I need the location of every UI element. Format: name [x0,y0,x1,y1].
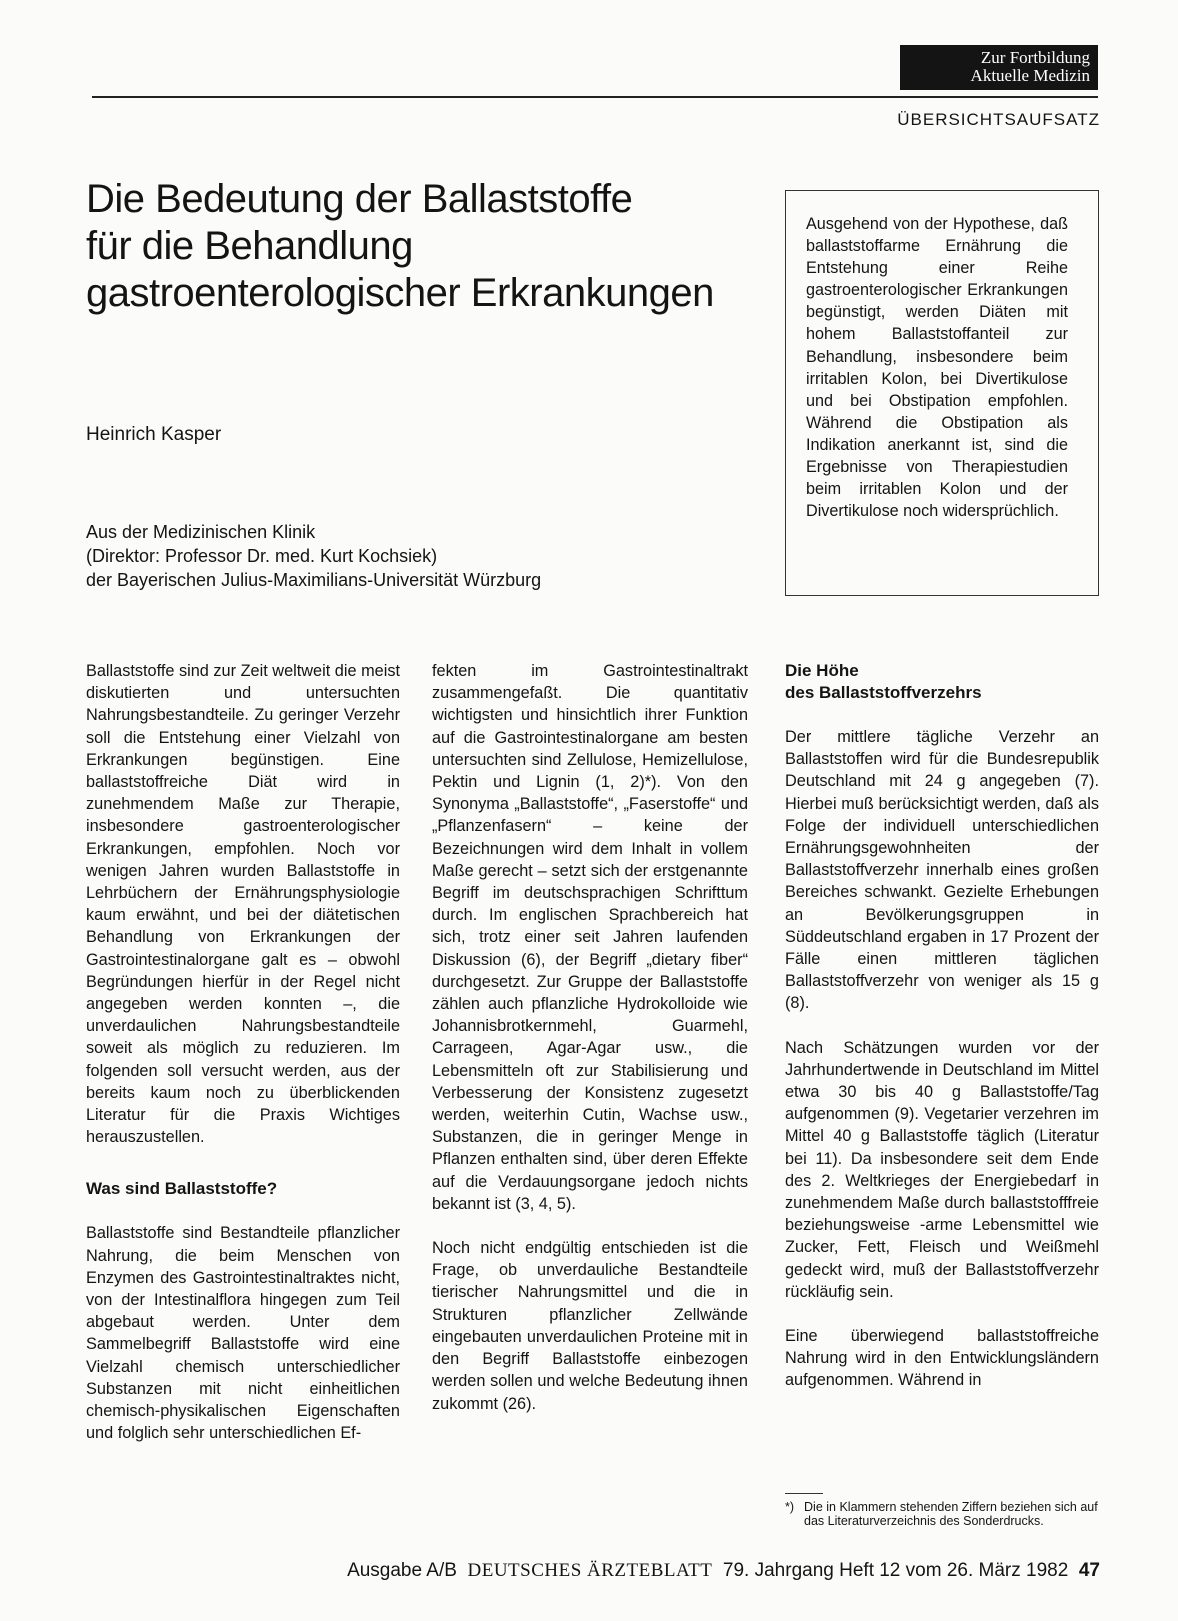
footnote [785,1500,1101,1528]
title-line-1: Die Bedeutung der Ballaststoffe [86,177,633,221]
footnote-text: Die in Klammern stehenden Ziffern beziehen sich auf das Literaturverzeichnis des Sonderdrucks. [804,1500,1098,1528]
paragraph: Der mittlere tägliche Verzehr an Ballaststoffen wird für die Bundesrepublik Deutschland mit 24 g angegeben (7). Hierbei muß berücksichtigt werden, daß als Folge der individuell unterschiedlichen Ernährungsgewohnheiten der Ballaststoffverzehr innerhalb eines großen Bereiches schwankt. Gezielte Erhebungen an Bevölkerungsgruppen in Süddeutschland ergaben in 17 Prozent der Fälle einen mittleren täglichen Ballaststoffverzehr von weniger als 15 g (8). [785,728,1099,1013]
paragraph: Ballaststoffe sind zur Zeit weltweit die meist diskutierten und untersuchten Nahrungsbestandteile. Zu geringer Verzehr soll die Entstehung einer Vielzahl von Erkrankungen begünstigen. Eine ballaststoffreiche Diät wird in zunehmendem Maße zur Therapie, insbesondere gastroenterologischer Erkrankungen, empfohlen. Noch vor wenigen Jahren wurden Ballaststoffe in Lehrbüchern der Ernährungsphysiologie kaum erwähnt, und bei der diätetischen Behandlung von Erkrankungen der Gastrointestinalorgane galt es – obwohl Begründungen hierfür in der Regel nicht angegeben werden konnten –, die unverdaulichen Nahrungsbestandteile soweit als möglich zu reduzieren. Im folgenden soll versucht werden, aus der bereits kaum noch zu überblickenden Literatur für die Praxis Wichtiges herauszustellen. [86,662,400,1147]
badge-line-1: Zur Fortbildung [980,48,1090,67]
badge-line-2: Aktuelle Medizin [970,66,1090,85]
abstract-box [785,190,1099,596]
affiliation-line-3: der Bayerischen Julius-Maximilians-Universität Würzburg [86,570,542,590]
paragraph: Noch nicht endgültig entschieden ist die Frage, ob unverdauliche Bestandteile tierischer Nahrungsmittel und die in Strukturen pflanzlicher Zellwände eingebauten unverdaulichen Proteine mit in den Begriff Ballaststoffe einbezogen werden sollen und welche Bedeutung ihnen zukommt (26). [432,1239,748,1413]
column-1 [86,660,400,1467]
footer-issue: 79. Jahrgang Heft 12 vom 26. März 1982 [722,1560,1069,1581]
affiliation-line-2: (Direktor: Professor Dr. med. Kurt Kochsiek) [86,546,438,566]
article-title [86,176,786,317]
abstract-text: Ausgehend von der Hypothese, daß ballaststoffarme Ernährung die Entstehung einer Reihe gastroenterologischer Erkrankungen begünstigt, werden Diäten mit hohem Ballaststoffanteil zur Behandlung, insbesondere beim irritablen Kolon, bei Divertikulose und bei Obstipation empfohlen. Während die Obstipation als Indikation anerkannt ist, sind die Ergebnisse von Therapiestudien beim irritablen Kolon und der Divertikulose noch widersprüchlich. [806,215,1068,521]
paragraph: Eine überwiegend ballaststoffreiche Nahrung wird in den Entwicklungsländern aufgenommen. Während in [785,1327,1099,1390]
section-badge [900,45,1098,90]
paragraph: Nach Schätzungen wurden vor der Jahrhundertwende in Deutschland im Mittel etwa 30 bis 40 g Ballaststoffe/Tag aufgenommen (9). Vegetarier verzehren im Mittel 40 g Ballaststoffe täglich (Literatur bei 11). Da insbesondere seit dem Ende des 2. Weltkrieges der Energiebedarf in zunehmendem Maße durch ballaststofffreie beziehungsweise -arme Lebensmittel wie Zucker, Fett, Fleisch und Weißmehl gedeckt wird, muß der Ballaststoffverzehr rückläufig sein. [785,1038,1099,1301]
column-2 [432,660,748,1437]
footnote-mark: *) [785,1500,795,1514]
affiliation-line-1: Aus der Medizinischen Klinik [86,522,316,542]
title-line-2: für die Behandlung [86,224,413,268]
footer-journal: DEUTSCHES ÄRZTEBLATT [467,1560,713,1581]
page-footer [0,1560,1100,1582]
section-heading [785,660,1099,704]
header-rule [92,96,1098,98]
paragraph: fekten im Gastrointestinaltrakt zusammengefaßt. Die quantitativ wichtigsten und hinsichtlich ihrer Funktion auf die Gastrointestinalorgane am besten untersuchten sind Zellulose, Hemizellulose, Pektin und Lignin (1, 2)*). Von den Synonyma „Ballaststoffe“, „Faserstoffe“ und „Pflanzenfasern“ – keine der Bezeichnungen wird dem Inhalt in vollem Maße gerecht – setzt sich der erstgenannte Begriff im deutschsprachigen Schrifttum durch. Im englischen Sprachbereich hat sich, trotz einer seit Jahren laufenden Diskussion (6), der Begriff „dietary fiber“ durchgesetzt. Zur Gruppe der Ballaststoffe zählen auch pflanzliche Hydrokolloide wie Johannisbrotkernmehl, Guarmehl, Carrageen, Agar-Agar usw., die Lebensmitteln oft zur Stabilisierung und Verbesserung der Konsistenz zugesetzt werden, weiterhin Cutin, Wachse usw., Substanzen, die in geringer Menge in Pflanzen enthalten sind, über deren Effekte auf die Verdauungsorgane jedoch nichts bekannt ist (3, 4, 5). [432,662,748,1213]
section-heading: Was sind Ballaststoffe? [86,1179,278,1199]
heading-line-2: des Ballaststoffverzehrs [785,683,982,702]
affiliation [86,520,541,592]
footer-edition: Ausgabe A/B [347,1560,457,1581]
footnote-rule [785,1493,823,1494]
page-number: 47 [1078,1560,1100,1581]
title-line-3: gastroenterologischer Erkrankungen [86,271,714,315]
section-label: ÜBERSICHTSAUFSATZ [897,110,1100,129]
paragraph: Ballaststoffe sind Bestandteile pflanzlicher Nahrung, die beim Menschen von Enzymen des Gastrointestinaltraktes nicht, von der Intestinalflora hingegen zum Teil abgebaut werden. Unter dem Sammelbegriff Ballaststoffe wird eine Vielzahl chemisch unterschiedlicher Substanzen mit nicht einheitlichen chemisch-physikalischen Eigenschaften und folglich sehr unterschiedlichen Ef- [86,1224,400,1443]
column-3 [785,660,1099,1414]
heading-line-1: Die Höhe [785,661,859,680]
author-name: Heinrich Kasper [86,424,222,445]
